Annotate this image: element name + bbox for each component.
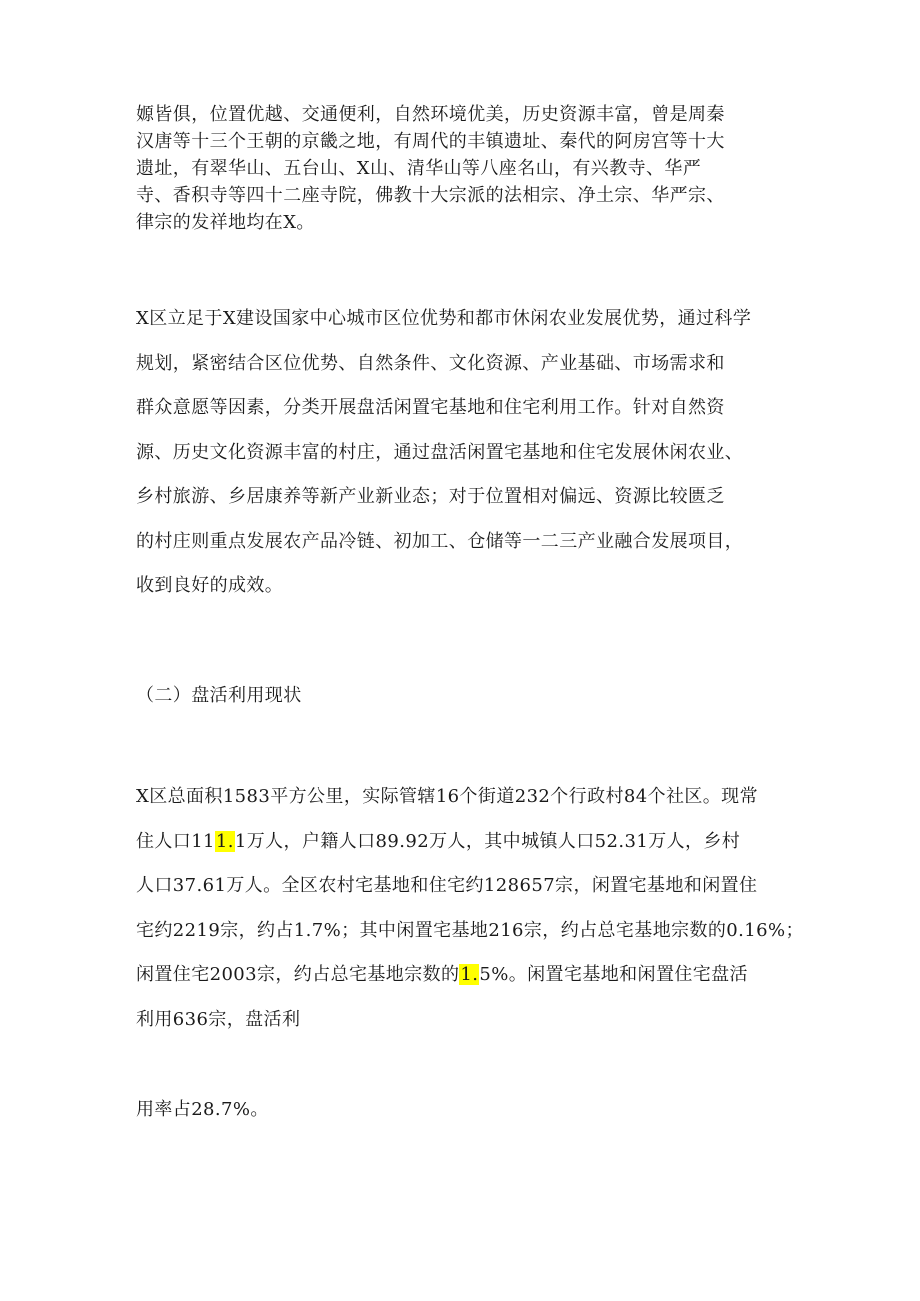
- text-line: 律宗的发祥地均在X。: [136, 212, 315, 233]
- text-line: 宅约2219宗，约占1.7%；其中闲置宅基地216宗，约占总宅基地宗数的0.16%；: [136, 919, 804, 941]
- text-segment: 住人口11: [136, 830, 215, 852]
- paragraph-trailing: [136, 1097, 786, 1123]
- text-line: 人口37.61万人。全区农村宅基地和住宅约128657宗，闲置宅基地和闲置住: [136, 875, 758, 896]
- text-line: 收到良好的成效。: [136, 575, 284, 596]
- text-line: 源、历史文化资源丰富的村庄，通过盘活闲置宅基地和住宅发展休闲农业、: [136, 441, 744, 463]
- text-line: X区立足于X建设国家中心城市区位优势和都市休闲农业发展优势，通过科学: [136, 308, 752, 329]
- text-line: [136, 820, 786, 865]
- paragraph-history: [136, 101, 786, 236]
- text-line: 用率占28.7%。: [136, 1099, 269, 1120]
- text-line: X区总面积1583平方公里，实际管辖16个街道232个行政村84个社区。现常: [136, 786, 758, 807]
- text-segment: 5%。闲置宅基地和闲置住宅盘活: [479, 964, 748, 985]
- text-line: 寺、香积寺等四十二座寺院，佛教十大宗派的法相宗、净土宗、华严宗、: [136, 185, 725, 206]
- section-heading-text: （二）盘活利用现状: [136, 685, 302, 706]
- text-line: 汉唐等十三个王朝的京畿之地，有周代的丰镇遗址、秦代的阿房宫等十大: [136, 131, 725, 152]
- paragraph-statistics: [136, 775, 804, 1042]
- text-segment: 1万人，户籍人口89.92万人，其中城镇人口52.31万人，乡村: [234, 830, 741, 852]
- text-line: 嫄皆俱，位置优越、交通便利，自然环境优美，历史资源丰富，曾是周秦: [136, 104, 725, 125]
- text-line: [136, 953, 786, 998]
- highlighted-text: 1.: [460, 964, 479, 985]
- text-line: 规划，紧密结合区位优势、自然条件、文化资源、产业基础、市场需求和: [136, 352, 725, 374]
- text-line: 的村庄则重点发展农产品冷链、初加工、仓储等一二三产业融合发展项目，: [136, 530, 744, 552]
- highlighted-text: 1.: [215, 830, 234, 852]
- text-segment: 闲置住宅2003宗，约占总宅基地宗数的: [136, 964, 460, 985]
- text-line: 乡村旅游、乡居康养等新产业新业态；对于位置相对偏远、资源比较匮乏: [136, 486, 725, 507]
- section-heading: [136, 683, 786, 709]
- paragraph-strategy: [136, 297, 786, 609]
- text-line: 遗址，有翠华山、五台山、X山、清华山等八座名山，有兴教寺、华严: [136, 158, 702, 179]
- text-line: 群众意愿等因素，分类开展盘活闲置宅基地和住宅利用工作。针对自然资: [136, 397, 725, 418]
- text-line: 利用636宗，盘活利: [136, 1008, 301, 1030]
